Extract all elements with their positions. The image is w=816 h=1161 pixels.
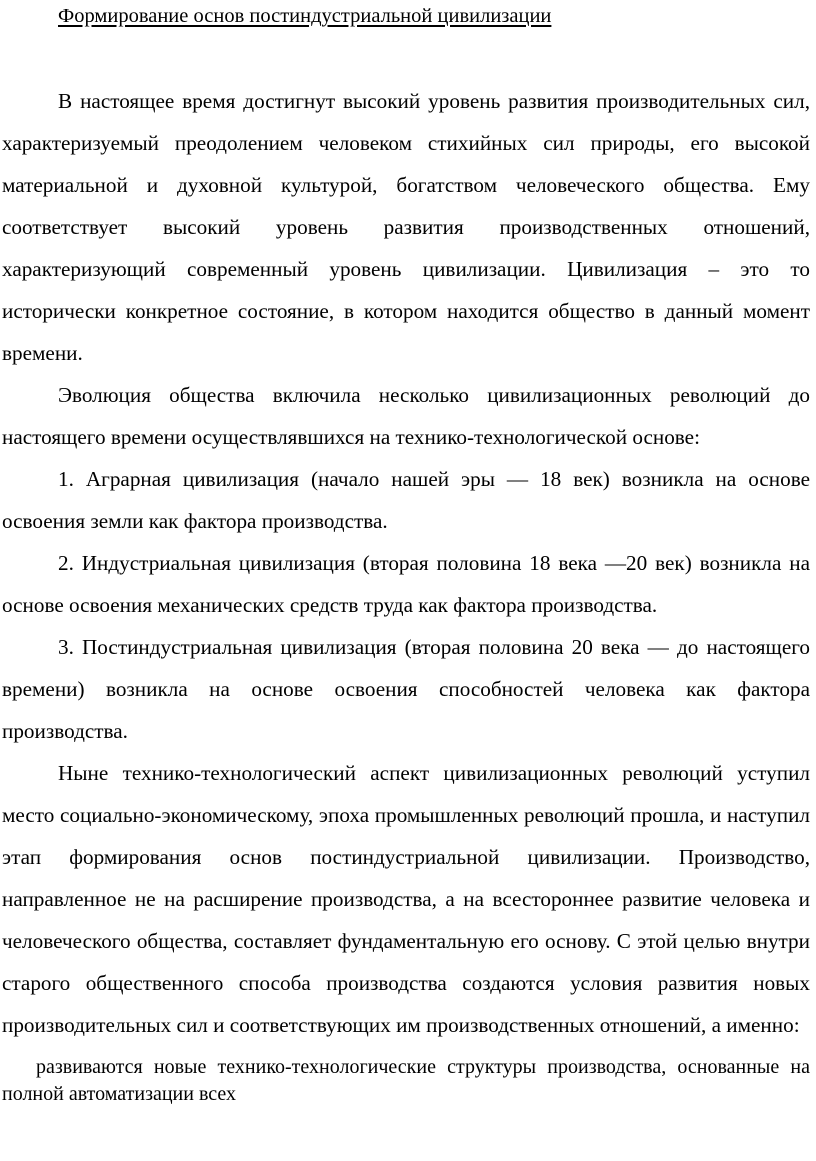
paragraph-evolution: Эволюция общества включила несколько цивилизационных революций до настоящего времени осуществлявшихся на технико-технологической основе: xyxy=(2,383,810,449)
paragraph-intro: В настоящее время достигнут высокий уровень развития производительных сил, характеризуемый преодолением человеком стихийных сил природы, его высокой материальной и духовной культурой, богатством человеческого общества. Ему соответствует высокий уровень развития производственных отношений, характеризующий современный уровень цивилизации. Цивилизация – это то исторически конкретное состояние, в котором находится общество в данный момент времени. xyxy=(2,89,810,365)
paragraph-present: Ныне технико-технологический аспект цивилизационных революций уступил место социально-экономическому, эпоха промышленных революций прошла, и наступил этап формирования основ постиндустриальной цивилизации. Производство, направленное не на расширение производства, а на всестороннее развитие человека и человеческого общества, составляет фундаментальную его основу. С этой целью внутри старого общественного способа производства создаются условия развития новых производительных сил и соответствующих им производственных отношений, а именно: xyxy=(2,761,810,1037)
document-body xyxy=(2,80,810,1108)
paragraph-agrarian: 1. Аграрная цивилизация (начало нашей эры — 18 век) возникла на основе освоения земли как фактора производства. xyxy=(2,467,810,533)
paragraph-postindustrial: 3. Постиндустриальная цивилизация (вторая половина 20 века — до настоящего времени) возникла на основе освоения способностей человека как фактора производства. xyxy=(2,635,810,743)
document-title: Формирование основ постиндустриальной цивилизации xyxy=(58,5,552,27)
paragraph-industrial: 2. Индустриальная цивилизация (вторая половина 18 века —20 век) возникла на основе освоения механических средств труда как фактора производства. xyxy=(2,551,810,617)
paragraph-structures: развиваются новые технико-технологические структуры производства, основанные на полной автоматизации всех xyxy=(2,1056,810,1105)
